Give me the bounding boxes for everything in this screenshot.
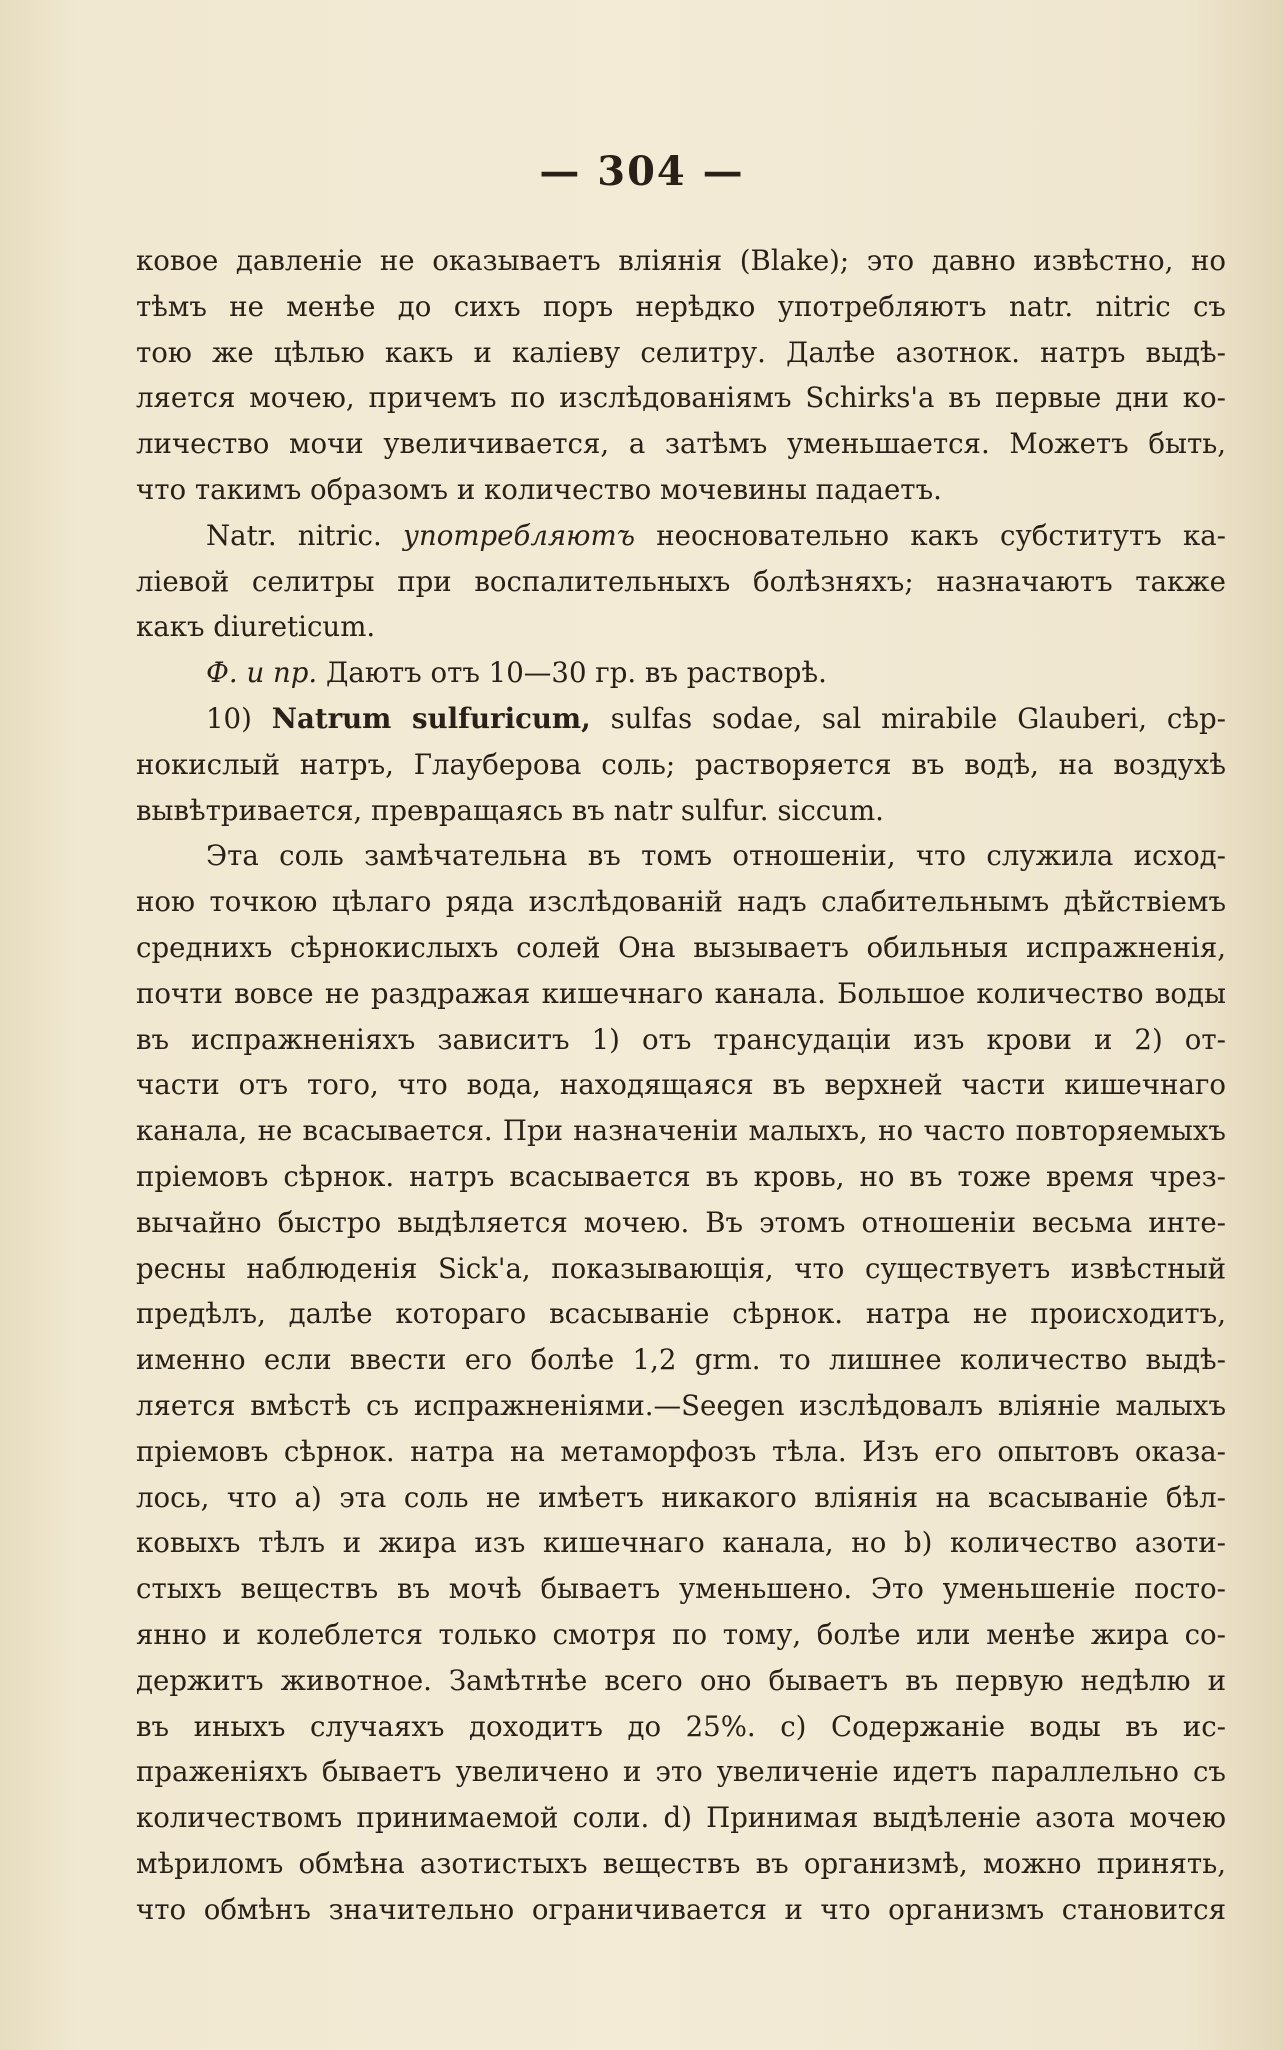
text-line-text: пріемовъ сѣрнок. натра на метаморфозъ тѣла. Изъ его опытовъ оказа- xyxy=(136,1434,1226,1468)
text-line-text: ковыхъ тѣлъ и жира изъ кишечнаго канала, но b) количество азоти- xyxy=(136,1526,1226,1560)
text-line-text: въ испражненіяхъ зависитъ 1) отъ трансудаціи изъ крови и 2) от- xyxy=(136,1022,1226,1056)
text-line xyxy=(136,742,1226,788)
text-line xyxy=(136,421,1226,467)
text-line-text: лось, что a) эта соль не имѣетъ никакого вліянія на всасываніе бѣл- xyxy=(136,1480,1226,1514)
text-line-text: въ иныхъ случаяхъ доходитъ до 25%. c) Содержаніе воды въ ис- xyxy=(136,1709,1226,1743)
text-line xyxy=(136,1749,1226,1795)
text-line-text: держитъ животное. Замѣтнѣе всего оно бываетъ въ первую недѣлю и xyxy=(136,1663,1226,1697)
text-line-text: что такимъ образомъ и количество мочевины падаетъ. xyxy=(136,472,942,506)
text-line-text: части отъ того, что вода, находящаяся въ верхней части кишечнаго xyxy=(136,1068,1226,1102)
text-line xyxy=(136,513,1226,559)
text-line-text: ною точкою цѣлаго ряда изслѣдованій надъ слабительнымъ дѣйствіемъ xyxy=(136,885,1226,919)
text-line-text: Эта соль замѣчательна въ томъ отношеніи, что служила исход- xyxy=(206,839,1226,873)
text-line xyxy=(136,1383,1226,1429)
text-line-text: среднихъ сѣрнокислыхъ солей Она вызываетъ обильныя испражненія, xyxy=(136,930,1226,964)
text-line-pre: 10) xyxy=(206,701,272,735)
text-line xyxy=(136,1520,1226,1566)
text-line-text: какъ diureticum. xyxy=(136,610,376,644)
text-line-text: янно и колеблется только смотря по тому, болѣе или менѣе жира со- xyxy=(136,1617,1226,1651)
text-line xyxy=(136,1887,1226,1933)
text-line-post: sulfas sodae, sal mirabile Glauberi, сѣр- xyxy=(590,701,1226,735)
text-line-text: вычайно быстро выдѣляется мочею. Въ этомъ отношеніи весьма инте- xyxy=(136,1205,1226,1239)
text-line xyxy=(136,1291,1226,1337)
body-text xyxy=(136,238,1226,1932)
text-line xyxy=(136,925,1226,971)
text-line xyxy=(136,1429,1226,1475)
text-line xyxy=(136,284,1226,330)
text-line xyxy=(136,788,1226,834)
text-line xyxy=(136,1246,1226,1292)
text-line xyxy=(136,1154,1226,1200)
text-line-text: ресны наблюденія Sick'а, показывающія, что существуетъ извѣстный xyxy=(136,1251,1226,1285)
text-line xyxy=(136,375,1226,421)
text-line-text: тѣмъ не менѣе до сихъ поръ нерѣдко употребляютъ natr. nitric съ xyxy=(136,289,1226,323)
text-line-text: почти вовсе не раздражая кишечнаго канала. Большое количество воды xyxy=(136,976,1226,1010)
text-line xyxy=(136,1658,1226,1704)
text-line xyxy=(136,1200,1226,1246)
text-line xyxy=(136,1566,1226,1612)
text-line xyxy=(136,879,1226,925)
page-number: — 304 — xyxy=(539,148,745,195)
text-line-it: Ф. и пр. xyxy=(206,656,318,690)
text-line xyxy=(136,971,1226,1017)
text-line xyxy=(136,833,1226,879)
text-line-text: ляется мочею, причемъ по изслѣдованіямъ Schirks'а въ первые дни ко- xyxy=(136,381,1226,415)
text-line xyxy=(136,604,1226,650)
text-line-text: стыхъ веществъ въ мочѣ бываетъ уменьшено. Это уменьшеніе посто- xyxy=(136,1572,1226,1606)
text-line-text: вывѣтривается, превращаясь въ natr sulfur. siccum. xyxy=(136,793,884,827)
text-line xyxy=(136,1337,1226,1383)
text-line-text: именно если ввести его болѣе 1,2 grm. то лишнее количество выдѣ- xyxy=(136,1343,1226,1377)
text-line-text: предѣлъ, далѣе котораго всасываніе сѣрнок. натра не происходитъ, xyxy=(136,1297,1226,1331)
text-line-text: праженіяхъ бываетъ увеличено и это увеличеніе идетъ параллельно съ xyxy=(136,1755,1226,1789)
text-line-pre: Natr. nitric. xyxy=(206,518,403,552)
text-line xyxy=(136,1841,1226,1887)
text-line xyxy=(136,650,1226,696)
text-line xyxy=(136,1612,1226,1658)
text-line-text: количествомъ принимаемой соли. d) Принимая выдѣленіе азота мочею xyxy=(136,1801,1226,1835)
text-line xyxy=(136,559,1226,605)
text-line-text: канала, не всасывается. При назначеніи малыхъ, но часто повторяемыхъ xyxy=(136,1114,1226,1148)
text-line xyxy=(136,467,1226,513)
text-line-post: Даютъ отъ 10—30 гр. въ растворѣ. xyxy=(317,656,827,690)
text-line xyxy=(136,1795,1226,1841)
text-line-text: пріемовъ сѣрнок. натръ всасывается въ кровь, но въ тоже время чрез- xyxy=(136,1159,1226,1193)
text-line xyxy=(136,1704,1226,1750)
text-line xyxy=(136,330,1226,376)
text-line-text: ліевой селитры при воспалительныхъ болѣзняхъ; назначаютъ также xyxy=(136,564,1226,598)
text-line xyxy=(136,1475,1226,1521)
text-line xyxy=(136,1017,1226,1063)
text-line-text: ковое давленіе не оказываетъ вліянія (Blake); это давно извѣстно, но xyxy=(136,244,1226,277)
text-line xyxy=(136,696,1226,742)
text-line xyxy=(136,1108,1226,1154)
text-line-text: что обмѣнъ значительно ограничивается и что организмъ становится xyxy=(136,1892,1226,1926)
text-line-post: неосновательно какъ субститутъ ка- xyxy=(635,518,1226,552)
text-line-text: ляется вмѣстѣ съ испражненіями.—Seegen изслѣдовалъ вліяніе малыхъ xyxy=(136,1388,1226,1422)
text-line xyxy=(136,238,1226,284)
text-line-it: употребляютъ xyxy=(402,518,636,552)
text-line xyxy=(136,1062,1226,1108)
text-line-bold: Natrum sulfuricum, xyxy=(271,701,591,735)
text-line-text: личество мочи увеличивается, а затѣмъ уменьшается. Можетъ быть, xyxy=(136,427,1226,461)
text-line-text: нокислый натръ, Глауберова соль; растворяется въ водѣ, на воздухѣ xyxy=(136,747,1226,781)
text-line-text: тою же цѣлью какъ и каліеву селитру. Далѣе азотнок. натръ выдѣ- xyxy=(136,335,1226,369)
text-line-text: мѣриломъ обмѣна азотистыхъ веществъ въ организмѣ, можно принять, xyxy=(136,1846,1226,1880)
